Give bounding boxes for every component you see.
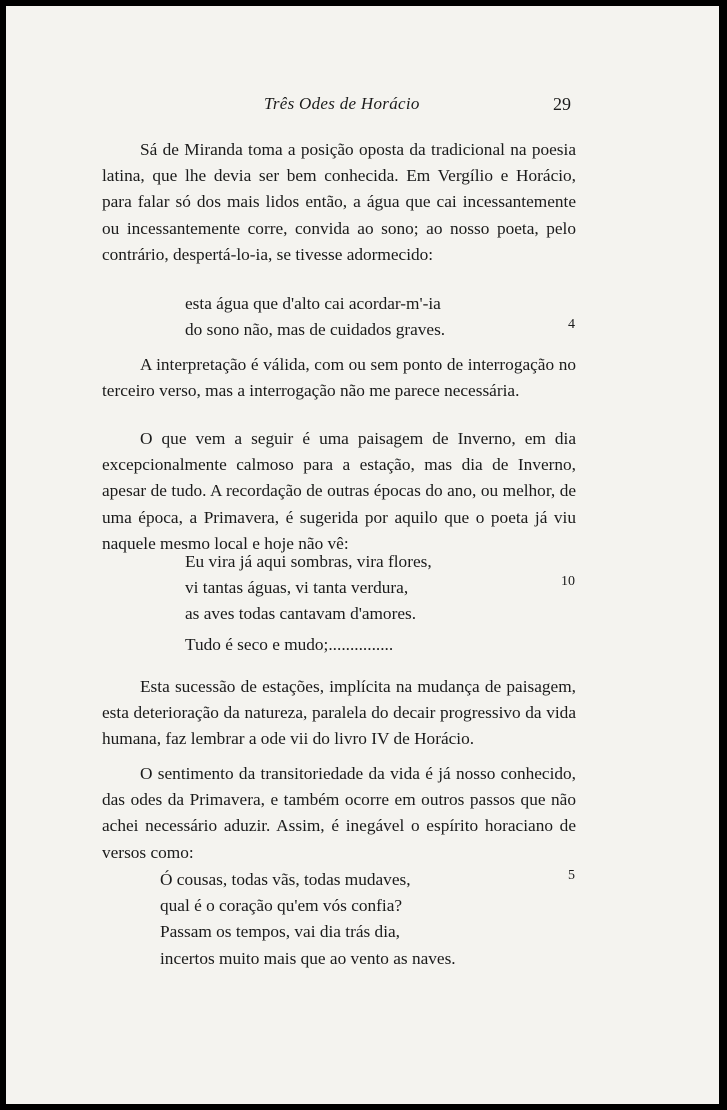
paragraph-3 [102,426,576,557]
paragraph-2 [102,352,576,404]
paragraph-4 [102,674,576,753]
verse-line: incertos muito mais que ao vento as naves. [160,948,456,968]
verse-line: as aves todas cantavam d'amores. [185,604,417,624]
verse-quote-4 [160,867,456,972]
line-number: 5 [568,868,575,883]
page-number: 29 [553,94,571,114]
verse-line: Tudo é seco e mudo;............... [185,635,394,654]
verse-quote-3 [185,632,393,658]
verse-line: do sono não, mas de cuidados graves. [185,320,446,340]
line-number: 4 [568,317,575,332]
paragraph-3-text: O que vem a seguir é uma paisagem de Inverno, em dia excepcionalmente calmoso para a estação, mas dia de Inverno, apesar de tudo. A recordação de outras épocas do ano, ou melhor, de uma época, a Primavera, é sugerida por aquilo que o poeta já viu naquele mesmo local e hoje não vê: [102,429,576,553]
paragraph-2-text: A interpretação é válida, com ou sem ponto de interrogação no terceiro verso, mas a interrogação não me parece necessária. [102,355,576,401]
verse-line: qual é o coração qu'em vós confia? [160,896,403,916]
verse-line: vi tantas águas, vi tanta verdura, [185,578,409,598]
verse-line: Passam os tempos, vai dia trás dia, [160,922,400,942]
book-page [6,6,719,1104]
paragraph-1-text: Sá de Miranda toma a posição oposta da tradicional na poesia latina, que lhe devia ser bem conhecida. Em Vergílio e Horácio, para falar só dos mais lidos então, a água que cai incessantemente ou incessantemente corre, convida ao sono; ao nosso poeta, pelo contrário, despertá-lo-ia, se tivesse adormecido: [102,140,576,264]
paragraph-1 [102,137,576,268]
line-number: 10 [561,574,575,589]
verse-quote-1 [185,291,445,343]
verse-quote-2 [185,549,432,628]
verse-line: esta água que d'alto cai acordar-m'-ia [185,294,441,313]
running-title: Três Odes de Horácio [264,94,420,113]
verse-line: Eu vira já aqui sombras, vira flores, [185,552,432,571]
paragraph-5 [102,761,576,866]
verse-line: Ó cousas, todas vãs, todas mudaves, [160,870,411,889]
paragraph-5-text: O sentimento da transitoriedade da vida é já nosso conhecido, das odes da Primavera, e também ocorre em outros passos que não achei necessário aduzir. Assim, é inegável o espírito horaciano de versos como: [102,764,576,862]
paragraph-4-text: Esta sucessão de estações, implícita na mudança de paisagem, esta deterioração da natureza, paralela do decair progressivo da vida humana, faz lembrar a ode vii do livro IV de Horácio. [102,677,576,749]
